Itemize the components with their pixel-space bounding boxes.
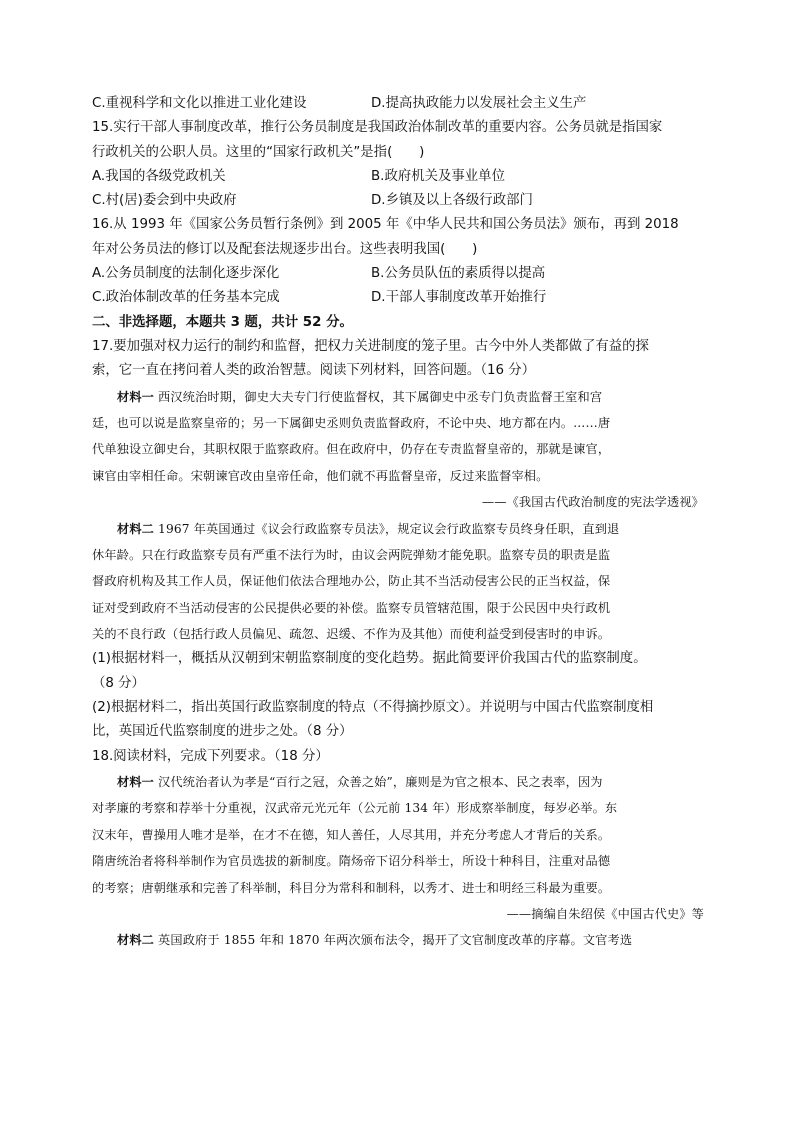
q17-sub1-line-1: (1)根据材料一，概括从汉朝到宋朝监察制度的变化趋势。据此简要评价我国古代的监察制度。 [92, 651, 647, 667]
q18-material-1-line-4: 隋唐统治者将科举制作为官员选拔的新制度。隋炀帝下诏分科举士，所设十种科目，注重对品德 [92, 854, 611, 869]
q15-option-b[interactable]: B.政府机关及事业单位 [371, 168, 505, 184]
q17-stem-line-2: 索，它一直在拷问着人类的政治智慧。阅读下列材料，回答问题。（16 分） [92, 363, 536, 379]
q16-option-d[interactable]: D.干部人事制度改革开始推行 [371, 290, 547, 306]
q14-option-d[interactable]: D.提高执政能力以发展社会主义生产 [371, 96, 587, 111]
q17-material-1-line-2: 廷，也可以说是监察皇帝的；另一下属御史丞则负责监督政府，不论中央、地方都在内。……唐 [92, 415, 611, 430]
q17-sub2-line-2: 比，英国近代监察制度的进步之处。（8 分） [92, 724, 353, 740]
q17-sub2-line-1: (2)根据材料二，指出英国行政监察制度的特点（不得摘抄原文）。并说明与中国古代监察制度相 [92, 700, 654, 716]
exam-page [92, 92, 704, 954]
q14-option-c[interactable]: C.重视科学和文化以推进工业化建设 [92, 96, 307, 111]
q17-material-2-line-4: 证对受到政府不当活动侵害的公民提供必要的补偿。监察专员管辖范围，限于公民因中央行政机 [92, 600, 611, 615]
q15-stem-line-2: 行政机关的公职人员。这里的“国家行政机关”是指( ) [92, 144, 425, 160]
q18-material-1-line-3: 汉末年，曹操用人唯才是举，在才不在德，知人善任，人尽其用，并充分考虑人才背后的关系。 [92, 827, 611, 842]
q17-stem-line-1: 17.要加强对权力运行的制约和监督，把权力关进制度的笼子里。古今中外人类都做了有益的探 [92, 338, 649, 354]
q17-material-2-line-5: 关的不良行政（包括行政人员偏见、疏忽、迟缓、不作为及其他）而使利益受到侵害时的申诉。 [92, 627, 611, 642]
q16-option-b[interactable]: B.公务员队伍的素质得以提高 [371, 266, 546, 282]
q17-material-1-line-1: 材料一 西汉统治时期，御史大夫专门行使监督权，其下属御史中丞专门负责监督王室和宫 [117, 389, 603, 404]
material-label: 材料二 [117, 933, 155, 948]
q17-material-1-source: ——《我国古代政治制度的宪法学透视》 [481, 495, 704, 510]
q15-options-ab [92, 165, 704, 189]
q17-material-2-line-2: 休年龄。只在行政监察专员有严重不法行为时，由议会两院弹劾才能免职。监察专员的职责是监 [92, 547, 611, 562]
q18-material-1-line-2: 对孝廉的考察和荐举十分重视，汉武帝元光元年（公元前 134 年）形成察举制度，每岁必举。东 [92, 801, 618, 816]
q17-material-2-line-1: 材料二 1967 年英国通过《议会行政监察专员法》，规定议会行政监察专员终身任职，直到退 [117, 521, 620, 536]
q17-material-2-line-3: 督政府机构及其工作人员，保证他们依法合理地办公，防止其不当活动侵害公民的正当权益，保 [92, 574, 611, 589]
q18-material-2-line-1: 材料二 英国政府于 1855 年和 1870 年两次颁布法令，揭开了文官制度改革的序幕。文官考选 [117, 933, 633, 948]
q18-material-1-line-1: 材料一 汉代统治者认为孝是“百行之冠，众善之始”，廉则是为官之根本、民之表率，因为 [117, 774, 603, 789]
q15-options-cd [92, 189, 704, 213]
q16-option-a[interactable]: A.公务员制度的法制化逐步深化 [92, 266, 280, 282]
section-title: 二、非选择题，本题共 3 题，共计 52 分。 [92, 314, 353, 330]
q16-options-ab [92, 262, 704, 286]
q18-material-1-source: ——摘编自朱绍侯《中国古代史》等 [506, 906, 704, 921]
q16-stem-line-2: 年对公务员法的修订以及配套法规逐步出台。这些表明我国( ) [92, 241, 478, 257]
q15-option-a[interactable]: A.我国的各级党政机关 [92, 168, 226, 184]
q15-option-c[interactable]: C.村(居)委会到中央政府 [92, 193, 237, 209]
q17-material-1-line-3: 代单独设立御史台，其职权限于监察政府。但在政府中，仍存在专责监督皇帝的，那就是谏官， [92, 442, 611, 457]
q17-sub1-line-2: （8 分） [92, 675, 145, 691]
q15-option-d[interactable]: D.乡镇及以上各级行政部门 [371, 193, 533, 209]
q17-material-1-line-4: 谏官由宰相任命。宋朝谏官改由皇帝任命，他们就不再监督皇帝，反过来监督宰相。 [92, 468, 549, 483]
q14-options-cd [92, 92, 704, 116]
q16-option-c[interactable]: C.政治体制改革的任务基本完成 [92, 290, 280, 306]
q16-options-cd [92, 286, 704, 310]
material-label: 材料二 [117, 521, 155, 536]
q18-material-1-line-5: 的考察；唐朝继承和完善了科举制，科目分为常科和制科，以秀才、进士和明经三科最为重要。 [92, 880, 611, 895]
q16-stem-line-1: 16.从 1993 年《国家公务员暂行条例》到 2005 年《中华人民共和国公务员法》颁布，再到 2018 [92, 217, 679, 233]
q15-stem-line-1: 15.实行干部人事制度改革，推行公务员制度是我国政治体制改革的重要内容。公务员就是指国家 [92, 120, 663, 136]
material-label: 材料一 [117, 774, 155, 789]
q18-stem: 18.阅读材料，完成下列要求。（18 分） [92, 748, 329, 764]
material-label: 材料一 [117, 389, 155, 404]
